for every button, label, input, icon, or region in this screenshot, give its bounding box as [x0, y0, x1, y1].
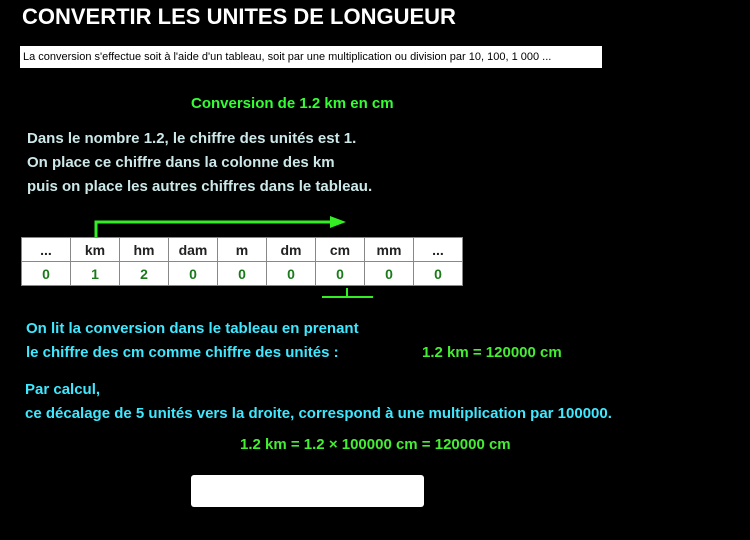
digit-cell: 0 — [414, 262, 463, 286]
calculation-formula: 1.2 km = 1.2 × 100000 cm = 120000 cm — [240, 436, 511, 453]
digit-cell: 0 — [316, 262, 365, 286]
reading-result: 1.2 km = 120000 cm — [422, 344, 562, 361]
units-row — [22, 238, 463, 262]
unit-cell: dm — [267, 238, 316, 262]
reading-line-2: le chiffre des cm comme chiffre des unités : — [26, 344, 339, 361]
unit-cell: ... — [22, 238, 71, 262]
digit-cell: 1 — [71, 262, 120, 286]
reading-line-1: On lit la conversion dans le tableau en prenant — [26, 320, 359, 337]
explanation-line-1: Dans le nombre 1.2, le chiffre des unités est 1. — [27, 130, 357, 147]
unit-cell: km — [71, 238, 120, 262]
unit-cell: hm — [120, 238, 169, 262]
subtitle-banner: La conversion s'effectue soit à l'aide d'un tableau, soit par une multiplication ou division par 10, 100, 1 000 ... — [20, 46, 602, 68]
unit-cell: m — [218, 238, 267, 262]
unit-cell: dam — [169, 238, 218, 262]
digit-cell: 0 — [218, 262, 267, 286]
conversion-table — [21, 237, 463, 286]
calculation-line-1: Par calcul, — [25, 381, 101, 398]
conversion-heading: Conversion de 1.2 km en cm — [191, 95, 394, 112]
digit-cell: 0 — [169, 262, 218, 286]
digit-cell: 2 — [120, 262, 169, 286]
page-title: CONVERTIR LES UNITES DE LONGUEUR — [22, 4, 456, 29]
unit-cell: cm — [316, 238, 365, 262]
unit-cell: mm — [365, 238, 414, 262]
calculation-line-2: ce décalage de 5 unités vers la droite, correspond à une multiplication par 100000. — [25, 405, 612, 422]
digit-cell: 0 — [365, 262, 414, 286]
digit-cell: 0 — [22, 262, 71, 286]
answer-input-box[interactable] — [191, 475, 424, 507]
digit-cell: 0 — [267, 262, 316, 286]
unit-cell: ... — [414, 238, 463, 262]
explanation-line-3: puis on place les autres chiffres dans le tableau. — [27, 178, 373, 195]
explanation-line-2: On place ce chiffre dans la colonne des km — [27, 154, 335, 171]
digits-row — [22, 262, 463, 286]
